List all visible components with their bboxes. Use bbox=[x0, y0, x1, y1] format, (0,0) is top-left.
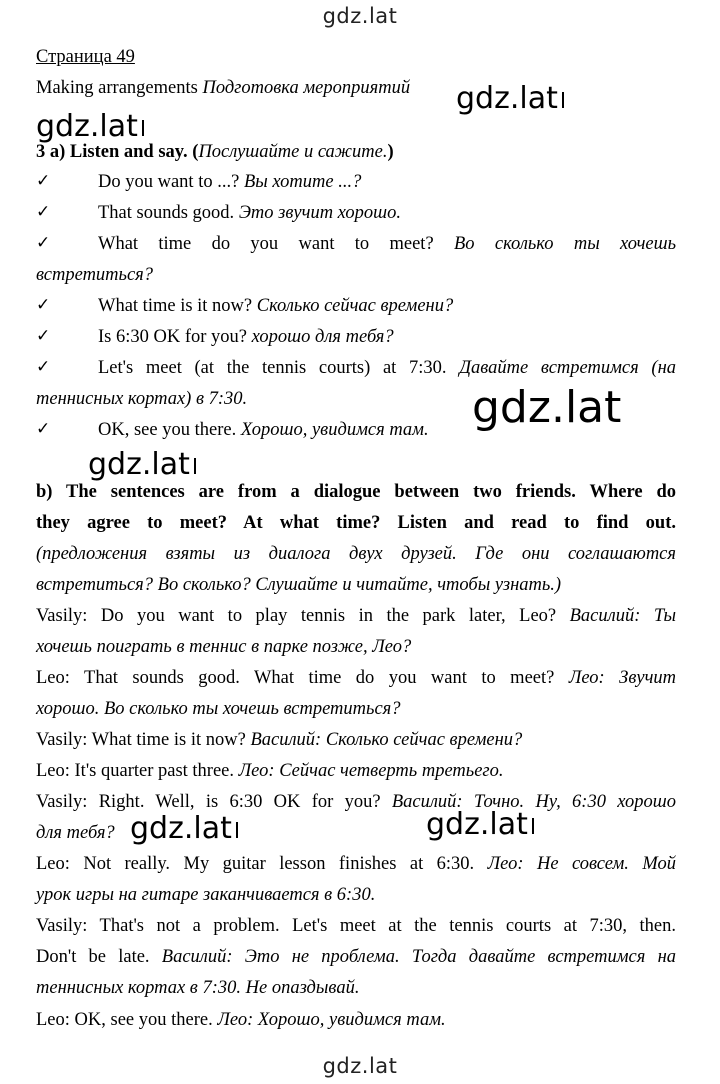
dialogue-en: Leo: Not really. My guitar lesson finishes at 6:30. bbox=[36, 854, 475, 874]
dialogue-line bbox=[36, 1011, 446, 1030]
watermark-overlay: gdz.lat bbox=[88, 450, 196, 480]
item-en: What time is it now? bbox=[98, 296, 253, 316]
check-icon: ✓ bbox=[36, 295, 51, 315]
dialogue-ru-continued: хочешь поиграть в теннис в парке позже, Лео? bbox=[36, 637, 412, 657]
dialogue-ru-continued: урок игры на гитаре заканчивается в 6:30. bbox=[36, 885, 376, 905]
dialogue-ru: Василий: Ты bbox=[569, 606, 677, 626]
item-ru: Сколько сейчас времени? bbox=[256, 296, 454, 316]
ex3b-title-line2: they agree to meet? At what time? Listen and read to find out. bbox=[36, 513, 676, 533]
topic-line bbox=[36, 79, 410, 98]
dialogue-ru-continued: теннисных кортах в 7:30. Не опаздывай. bbox=[36, 978, 360, 998]
item-en: That sounds good. bbox=[98, 203, 235, 223]
ex3a-title-ru: Послушайте и сажите. bbox=[198, 142, 388, 162]
dialogue-en: Vasily: What time is it now? bbox=[36, 730, 246, 750]
dialogue-ru: Василий: Сколько сейчас времени? bbox=[250, 730, 523, 750]
dialogue-ru: Лео: Сейчас четверть третьего. bbox=[238, 761, 504, 781]
ex3a-paren-close: ) bbox=[387, 142, 394, 162]
ex3b-ru-line1: (предложения взяты из диалога двух друзей. Где они соглашаются bbox=[36, 544, 676, 564]
item-en: What time do you want to meet? bbox=[98, 234, 434, 254]
check-icon: ✓ bbox=[36, 202, 51, 222]
dialogue-en: Vasily: Do you want to play tennis in the park later, Leo? bbox=[36, 606, 557, 626]
ex3b-title-line1: b) The sentences are from a dialogue between two friends. Where do bbox=[36, 482, 676, 502]
watermark-overlay: gdz.lat bbox=[426, 810, 534, 840]
item-en: Do you want to ...? bbox=[98, 172, 240, 192]
topic-en: Making arrangements bbox=[36, 78, 198, 98]
page-heading: Страница 49 bbox=[36, 47, 135, 67]
dialogue-line bbox=[36, 917, 676, 936]
dialogue-line bbox=[36, 762, 504, 781]
dialogue-line bbox=[36, 855, 676, 874]
item-ru: Давайте встретимся (на bbox=[459, 358, 677, 378]
item-ru: Во сколько ты хочешь bbox=[454, 234, 676, 254]
dialogue-ru: Василий: Точно. Ну, 6:30 хорошо bbox=[391, 792, 676, 812]
dialogue-en: Don't be late. bbox=[36, 947, 150, 967]
item-en: OK, see you there. bbox=[98, 420, 237, 440]
watermark-top: gdz.lat bbox=[322, 4, 398, 28]
item-ru: Хорошо, увидимся там. bbox=[240, 420, 429, 440]
item-en: Is 6:30 OK for you? bbox=[98, 327, 248, 347]
check-icon: ✓ bbox=[36, 326, 51, 346]
dialogue-line bbox=[36, 607, 676, 626]
dialogue-en: Leo: OK, see you there. bbox=[36, 1010, 213, 1030]
dialogue-line bbox=[36, 669, 676, 688]
item-ru: хорошо для тебя? bbox=[251, 327, 394, 347]
dialogue-line bbox=[36, 731, 522, 750]
dialogue-en: Vasily: That's not a problem. Let's meet at the tennis courts at 7:30, then. bbox=[36, 916, 676, 936]
dialogue-ru-continued: хорошо. Во сколько ты хочешь встретиться? bbox=[36, 699, 401, 719]
check-icon: ✓ bbox=[36, 419, 51, 439]
item-ru: Вы хотите ...? bbox=[243, 172, 362, 192]
dialogue-en: Leo: That sounds good. What time do you want to meet? bbox=[36, 668, 555, 688]
watermark-overlay: gdz.lat bbox=[456, 84, 564, 114]
ex3b-ru-line2: встретиться? Во сколько? Слушайте и читайте, чтобы узнать.) bbox=[36, 575, 562, 595]
dialogue-line bbox=[36, 793, 676, 812]
check-icon: ✓ bbox=[36, 357, 51, 377]
watermark-overlay: gdz.lat bbox=[472, 382, 622, 433]
item-ru: Это звучит хорошо. bbox=[238, 203, 402, 223]
dialogue-ru: Лео: Не совсем. Мой bbox=[487, 854, 676, 874]
ex3a-title bbox=[36, 143, 394, 162]
check-icon: ✓ bbox=[36, 233, 51, 253]
dialogue-en: Leo: It's quarter past three. bbox=[36, 761, 235, 781]
watermark-bottom: gdz.lat bbox=[322, 1054, 398, 1078]
ex3a-title-en: 3 a) Listen and say. bbox=[36, 142, 188, 162]
dialogue-ru: Лео: Звучит bbox=[568, 668, 677, 688]
dialogue-en: Vasily: Right. Well, is 6:30 OK for you? bbox=[36, 792, 381, 812]
check-icon: ✓ bbox=[36, 171, 51, 191]
watermark-overlay: gdz.lat bbox=[130, 814, 238, 844]
item-en: Let's meet (at the tennis courts) at 7:30. bbox=[98, 358, 447, 378]
ex3a-paren-open: ( bbox=[192, 142, 199, 162]
item-ru-continued: встретиться? bbox=[36, 265, 154, 285]
dialogue-line bbox=[36, 948, 676, 967]
dialogue-ru: Василий: Это не проблема. Тогда давайте встретимся на bbox=[161, 947, 677, 967]
watermark-overlay: gdz.lat bbox=[36, 112, 144, 142]
item-ru-continued: теннисных кортах) в 7:30. bbox=[36, 389, 248, 409]
dialogue-ru: Лео: Хорошо, увидимся там. bbox=[217, 1010, 446, 1030]
dialogue-ru-continued: для тебя? bbox=[36, 823, 115, 843]
topic-ru: Подготовка мероприятий bbox=[202, 78, 411, 98]
